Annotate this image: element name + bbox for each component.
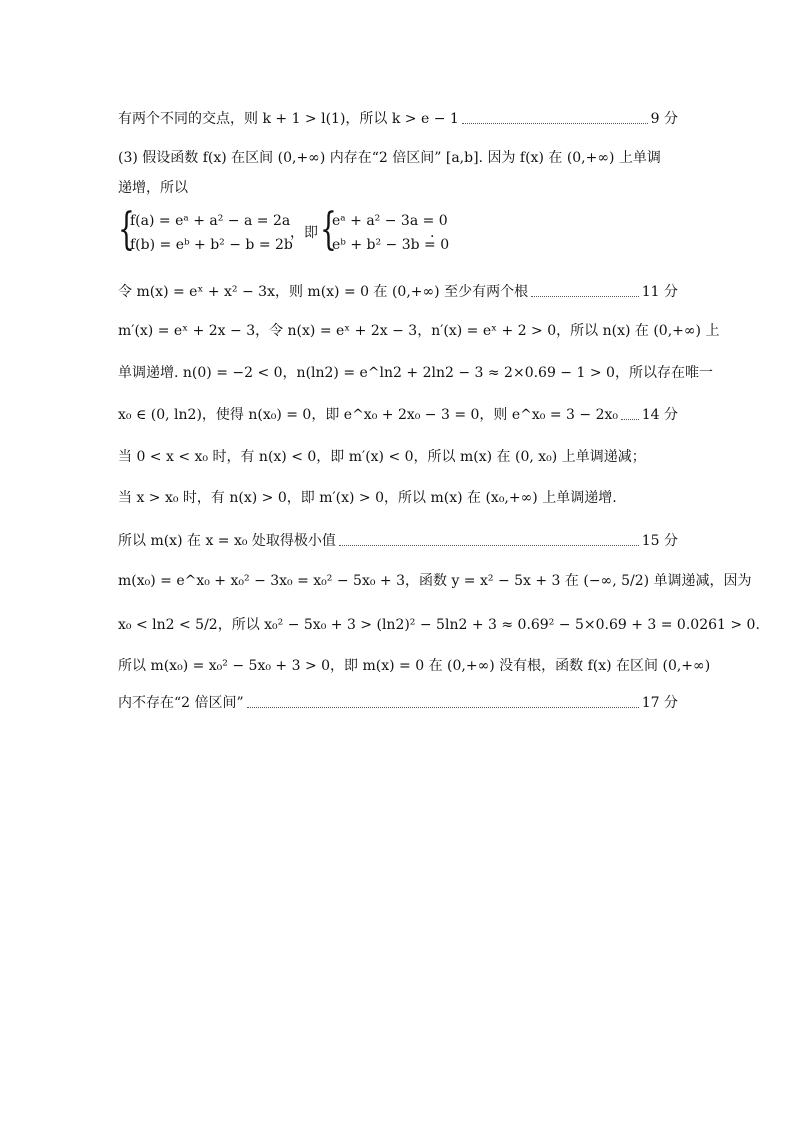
solution-line-8: 当 0 < x < x₀ 时，有 n(x) < 0，即 m′(x) < 0，所以 m(x) 在 (0, x₀) 上单调递减； [118,449,646,465]
line-text: 有两个不同的交点，则 k + 1 > l(1)，所以 k > e − 1 [118,111,459,127]
score-label: 15 分 [641,533,678,549]
solution-line-7 [118,404,678,426]
score-label: 9 分 [650,111,678,127]
score-label: 11 分 [641,284,678,300]
solution-line-10 [118,530,678,552]
solution-line-11: m(x₀) = e^x₀ + x₀² − 3x₀ = x₀² − 5x₀ + 3，函数 y = x² − 5x + 3 在 (−∞, 5/2) 单调递减，因为 [118,573,752,589]
system-2-row-1: eᵃ + a² − 3a = 0 [332,213,448,229]
solution-line-9: 当 x > x₀ 时，有 n(x) > 0，即 m′(x) > 0，所以 m(x) 在 (x₀,+∞) 上单调递增. [118,490,617,506]
solution-line-14 [118,692,678,714]
equation-system-2 [320,204,450,258]
dot-leader [531,295,639,297]
left-brace: { [320,204,337,255]
score-label: 14 分 [641,407,678,423]
dot-leader [339,544,639,546]
equation-systems [118,204,678,258]
line-text: 令 m(x) = eˣ + x² − 3x，则 m(x) = 0 在 (0,+∞) 至少有两个根 [118,284,529,300]
equation-system-1 [118,204,293,258]
system-connector: ，即 [290,225,318,241]
system-end: . [430,225,435,241]
score-label: 17 分 [641,695,678,711]
system-1-row-2: f(b) = eᵇ + b² − b = 2b [130,237,293,253]
solution-line-6: 单调递增. n(0) = −2 < 0，n(ln2) = e^ln2 + 2ln2 − 3 ≈ 2×0.69 − 1 > 0，所以存在唯一 [118,365,713,381]
system-1-row-1: f(a) = eᵃ + a² − a = 2a [130,213,291,229]
solution-line-4 [118,281,678,303]
solution-line-2: (3) 假设函数 f(x) 在区间 (0,+∞) 内存在“2 倍区间” [a,b]. 因为 f(x) 在 (0,+∞) 上单调 [118,150,661,166]
solution-line-3: 递增，所以 [118,180,188,196]
left-brace: { [118,204,135,255]
solution-line-12: x₀ < ln2 < 5/2，所以 x₀² − 5x₀ + 3 > (ln2)² − 5ln2 + 3 ≈ 0.69² − 5×0.69 + 3 = 0.0261 > 0. [118,617,760,633]
solution-line-5: m′(x) = eˣ + 2x − 3，令 n(x) = eˣ + 2x − 3，n′(x) = eˣ + 2 > 0，所以 n(x) 在 (0,+∞) 上 [118,323,720,339]
solution-line-1 [118,108,678,130]
dot-leader [247,706,639,708]
system-2-row-2: eᵇ + b² − 3b = 0 [332,237,450,253]
line-text: x₀ ∈ (0, ln2)，使得 n(x₀) = 0，即 e^x₀ + 2x₀ − 3 = 0，则 e^x₀ = 3 − 2x₀ [118,407,618,423]
solution-line-13: 所以 m(x₀) = x₀² − 5x₀ + 3 > 0，即 m(x) = 0 在 (0,+∞) 没有根，函数 f(x) 在区间 (0,+∞) [118,658,711,674]
dot-leader [621,418,639,420]
line-text: 内不存在“2 倍区间” [118,695,244,711]
dot-leader [462,122,648,124]
line-text: 所以 m(x) 在 x = x₀ 处取得极小值 [118,533,336,549]
